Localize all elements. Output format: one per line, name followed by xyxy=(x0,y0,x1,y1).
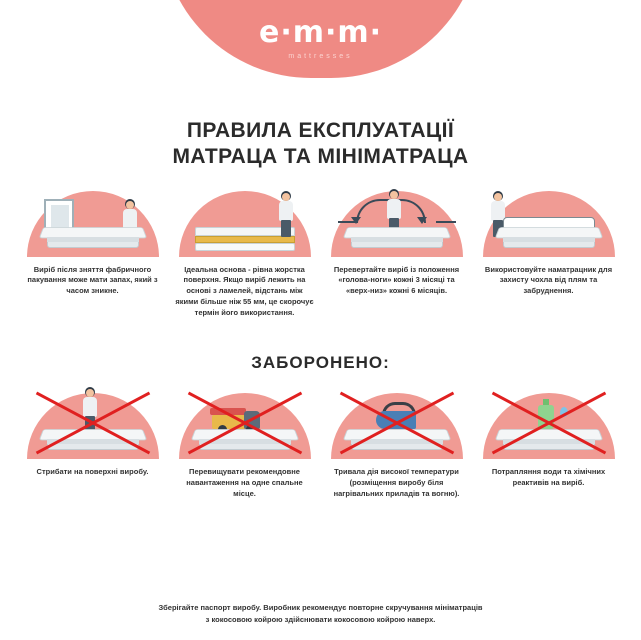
page-header xyxy=(0,0,641,78)
rule-caption: Ідеальна основа - рівна жорстка поверхня. Якщо виріб лежить на основі з ламелей, відстань між якими більше ніж 55 мм, це скорочує термін його використання. xyxy=(175,264,314,317)
mattress-icon xyxy=(41,225,145,251)
forbidden-caption: Потрапляння води та хімічних реактивів на виріб. xyxy=(491,466,606,487)
forbidden-item xyxy=(17,387,169,500)
page-title xyxy=(0,118,641,171)
hot-iron-icon xyxy=(324,387,470,459)
page-title-line2: МАТРАЦА ТА МІНІМАТРАЦА xyxy=(172,145,469,169)
jumping-person-icon xyxy=(20,387,166,459)
forbidden-section-title: ЗАБОРОНЕНО: xyxy=(251,352,390,372)
rule-caption: Виріб після зняття фабричного пакування може мати запах, який з часом зникне. xyxy=(27,264,158,296)
footer-line1: Зберігайте паспорт виробу. Виробник рекомендує повторне скручування мініматраців xyxy=(158,603,483,612)
logo-text: e·m·m· xyxy=(258,15,383,50)
forbidden-caption: Стрибати на поверхні виробу. xyxy=(36,466,149,476)
forbidden-caption: Тривала дія високої температури (розміщення виробу біля нагрівальних приладів та вогню). xyxy=(333,466,460,498)
forbidden-item xyxy=(473,387,625,500)
rotate-arrows-icon xyxy=(324,185,470,257)
overload-truck-icon xyxy=(172,387,318,459)
mattress-with-frame-icon xyxy=(20,185,166,257)
forbidden-caption: Перевищувати рекомендовне навантаження на одне спальне місце. xyxy=(186,466,303,498)
forbidden-item xyxy=(321,387,473,500)
brand-logo xyxy=(191,15,451,60)
rule-item xyxy=(169,185,321,319)
rule-item xyxy=(17,185,169,319)
forbidden-item xyxy=(169,387,321,500)
footer-note xyxy=(0,602,641,626)
rule-item xyxy=(321,185,473,319)
logo-subtitle: mattresses xyxy=(288,53,353,60)
rules-grid xyxy=(0,185,641,319)
water-chemicals-icon xyxy=(476,387,622,459)
mattress-icon xyxy=(497,225,601,251)
page-title-line1: ПРАВИЛА ЕКСПЛУАТАЦІЇ xyxy=(186,119,455,142)
forbidden-grid xyxy=(0,387,641,500)
layered-base-icon xyxy=(172,185,318,257)
rule-caption: Перевертайте виріб із положення «голова-ноги» кожні 3 місяці та «верх-низ» кожні 6 місяців. xyxy=(333,264,460,296)
rule-item xyxy=(473,185,625,319)
mattress-icon xyxy=(345,225,449,251)
rule-caption: Використовуйте наматрацник для захисту чохла від плям та забруднення. xyxy=(484,264,613,296)
mattress-protector-icon xyxy=(476,185,622,257)
footer-line2: з кокосовою койрою здійснювати кокосовою койрою наверх. xyxy=(205,615,436,624)
person-icon xyxy=(278,191,294,237)
